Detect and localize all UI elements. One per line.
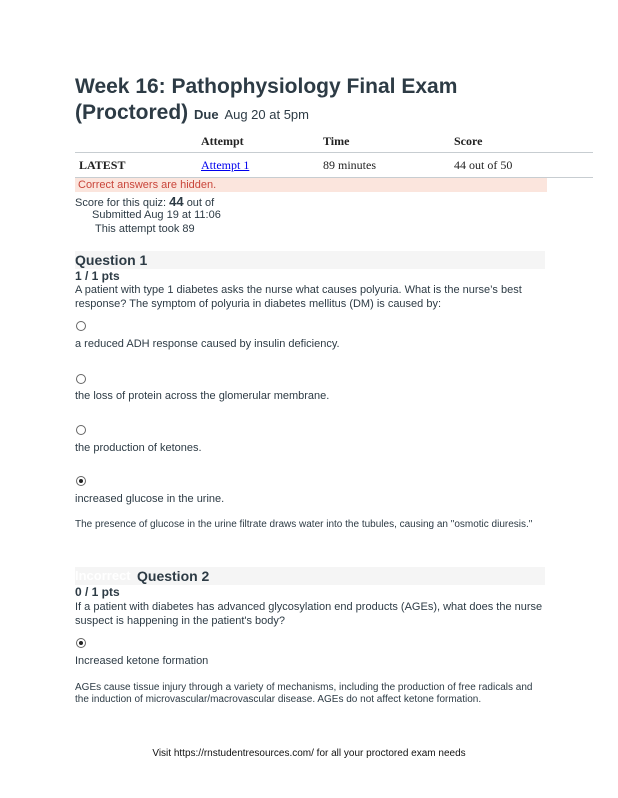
attempt-link[interactable]: Attempt 1 [201, 158, 250, 172]
answer-option: the loss of protein across the glomerular membrane. [75, 390, 330, 402]
due-value: Aug 20 at 5pm [224, 107, 309, 122]
exam-title: Week 16: Pathophysiology Final Exam (Proctored) [75, 75, 458, 124]
answer-radio[interactable] [76, 374, 86, 384]
page-title [75, 74, 555, 128]
due-label: Due [194, 107, 219, 122]
answer-option-selected: increased glucose in the urine. [75, 493, 225, 505]
header-score: Score [454, 134, 483, 148]
latest-label: LATEST [79, 158, 126, 172]
incorrect-label: Incorrect [75, 568, 131, 583]
answer-radio[interactable] [76, 321, 86, 331]
attempt-score: 44 out of 50 [454, 158, 513, 172]
attempts-table [75, 130, 593, 178]
attempt-time: 89 minutes [323, 158, 376, 172]
answer-option: a reduced ADH response caused by insulin deficiency. [75, 338, 340, 350]
question-2-explanation: AGEs cause tissue injury through a variety of mechanisms, including the production of free radicals and the induction of microvascular/macrovascular disease. AGEs do not affect ketone formation. [75, 682, 533, 705]
answer-option-selected: Increased ketone formation [75, 655, 209, 667]
score-suffix: out of [186, 197, 215, 209]
submitted-time: Submitted Aug 19 at 11:06 [92, 209, 221, 221]
attempts-header-row [75, 130, 593, 153]
quiz-score [75, 194, 214, 209]
question-1-text: A patient with type 1 diabetes asks the nurse what causes polyuria. What is the nurse’s best response? The symptom of polyuria in diabetes mellitus (DM) is caused by: [75, 284, 522, 310]
question-2-title: Question 2 [137, 568, 210, 584]
header-time: Time [323, 134, 350, 148]
answer-radio-selected[interactable] [76, 476, 86, 486]
question-2-text: If a patient with diabetes has advanced glycosylation end products (AGEs), what does the nurse suspect is happening in the patient's body? [75, 601, 543, 627]
question-2-points: 0 / 1 pts [75, 585, 120, 599]
score-value: 44 [169, 194, 184, 209]
question-1-title: Question 1 [75, 252, 148, 268]
question-1-header [75, 251, 545, 269]
question-2-header [75, 567, 545, 585]
footer-promo: Visit https://rnstudentresources.com/ for all your proctored exam needs [152, 748, 466, 759]
hidden-answers-notice: Correct answers are hidden. [75, 178, 547, 192]
attempt-duration: This attempt took 89 [95, 223, 195, 235]
score-prefix: Score for this quiz: [75, 197, 167, 209]
attempt-row [75, 153, 593, 178]
question-1-explanation: The presence of glucose in the urine filtrate draws water into the tubules, causing an "osmotic diuresis." [75, 519, 533, 530]
answer-option: the production of ketones. [75, 442, 202, 454]
answer-radio[interactable] [76, 425, 86, 435]
header-attempt: Attempt [201, 134, 244, 148]
question-1-points: 1 / 1 pts [75, 269, 120, 283]
answer-radio-selected[interactable] [76, 638, 86, 648]
